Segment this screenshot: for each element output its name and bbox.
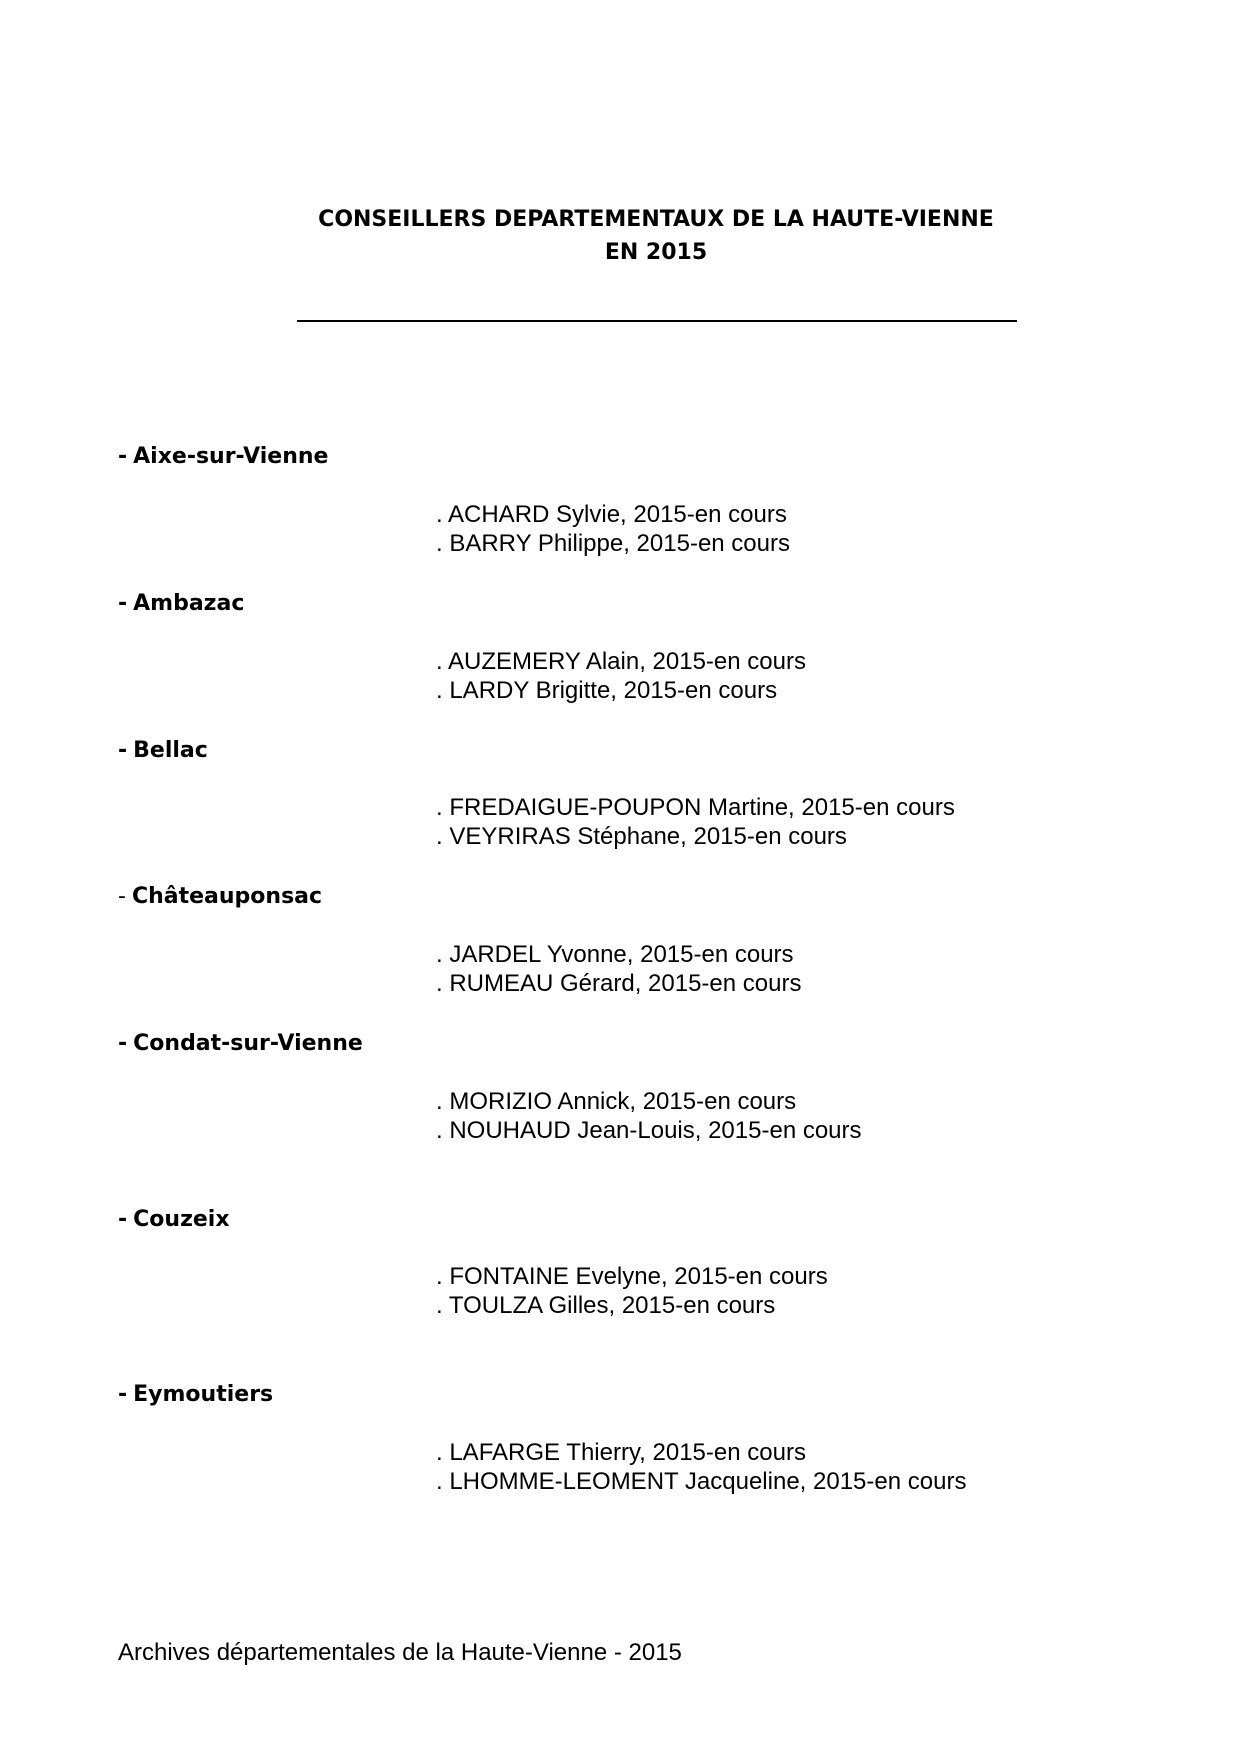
canton-heading-bellac	[118, 736, 208, 766]
page-footer: Archives départementales de la Haute-Vienne - 2015	[118, 1639, 682, 1666]
canton-name: Ambazac	[133, 591, 245, 616]
canton-dash: -	[118, 884, 126, 909]
councillor-entry: . RUMEAU Gérard, 2015-en cours	[436, 970, 802, 997]
councillor-entry: . AUZEMERY Alain, 2015-en cours	[436, 648, 806, 675]
councillor-entry: . LARDY Brigitte, 2015-en cours	[436, 677, 778, 704]
canton-heading-ambazac	[118, 589, 244, 619]
councillor-entry: . FONTAINE Evelyne, 2015-en cours	[436, 1263, 828, 1290]
councillor-entry: . FREDAIGUE-POUPON Martine, 2015-en cours	[436, 794, 955, 821]
councillor-entry: . LHOMME-LEOMENT Jacqueline, 2015-en cours	[436, 1468, 967, 1495]
canton-heading-aixe-sur-vienne	[118, 442, 328, 472]
canton-dash: -	[118, 1382, 128, 1407]
canton-heading-eymoutiers	[118, 1380, 273, 1410]
page-subtitle-year: EN 2015	[604, 240, 708, 265]
canton-dash: -	[118, 738, 128, 763]
canton-name: Condat-sur-Vienne	[133, 1031, 363, 1056]
canton-name: Bellac	[133, 738, 208, 763]
canton-heading-condat-sur-vienne	[118, 1029, 363, 1059]
canton-name: Eymoutiers	[133, 1382, 274, 1407]
councillor-entry: . LAFARGE Thierry, 2015-en cours	[436, 1439, 806, 1466]
councillor-entry: . VEYRIRAS Stéphane, 2015-en cours	[436, 823, 847, 850]
canton-dash: -	[118, 1031, 128, 1056]
page-title: CONSEILLERS DEPARTEMENTAUX DE LA HAUTE-VIENNE	[318, 207, 994, 232]
canton-name: Châteauponsac	[131, 884, 323, 909]
canton-name: Aixe-sur-Vienne	[133, 444, 329, 469]
councillor-entry: . JARDEL Yvonne, 2015-en cours	[436, 941, 794, 968]
councillor-entry: . MORIZIO Annick, 2015-en cours	[436, 1088, 797, 1115]
canton-dash: -	[118, 591, 128, 616]
councillor-entry: . ACHARD Sylvie, 2015-en cours	[436, 501, 787, 528]
councillor-entry: . TOULZA Gilles, 2015-en cours	[436, 1292, 776, 1319]
canton-dash: -	[118, 444, 128, 469]
canton-name: Couzeix	[133, 1207, 230, 1232]
canton-heading-chateauponsac	[118, 882, 322, 912]
councillor-entry: . NOUHAUD Jean-Louis, 2015-en cours	[436, 1117, 862, 1144]
title-divider	[297, 320, 1017, 322]
councillor-entry: . BARRY Philippe, 2015-en cours	[436, 530, 790, 557]
canton-heading-couzeix	[118, 1205, 230, 1235]
canton-dash: -	[118, 1207, 128, 1232]
